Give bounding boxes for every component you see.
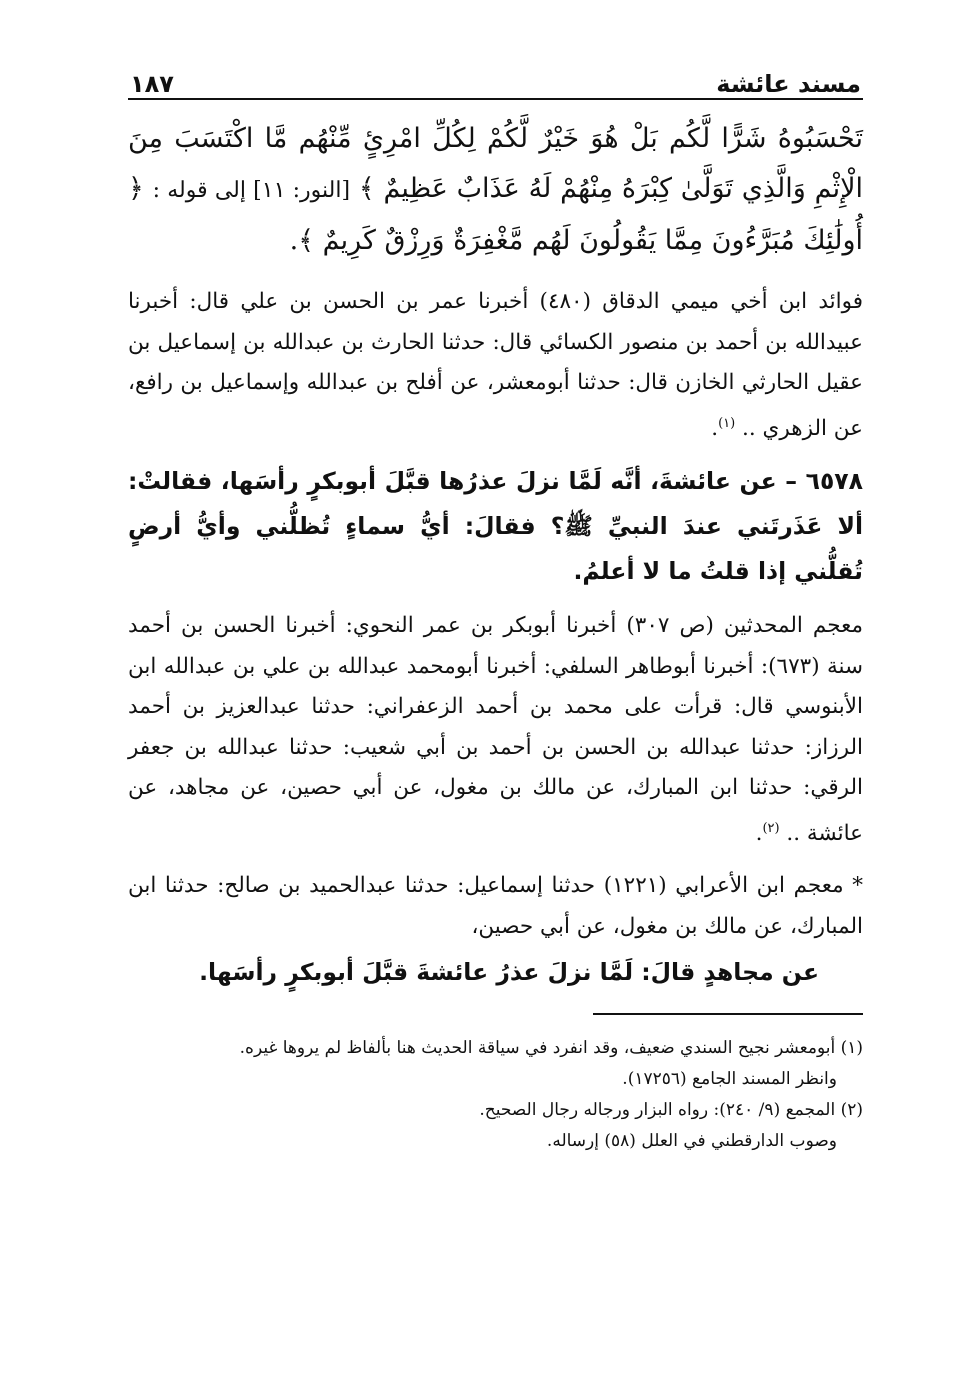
page-number: ١٨٧	[130, 70, 174, 98]
isnad-paragraph-2	[128, 606, 863, 854]
footnote-2: (٢) المجمع (٩/ ٢٤٠): رواه البزار ورجاله رجال الصحيح.	[479, 1100, 863, 1121]
isnad-end-1: .	[711, 415, 719, 441]
footnote-separator	[593, 1013, 863, 1015]
hadith-6578: ٦٥٧٨ – عن عائشةَ، أنَّه لَمَّا نزلَ عذرُها قبَّلَ أبوبكرٍ رأسَها، فقالتْ: ألا عَذَرتَني عندَ النبيِّ ﷺ؟ فقالَ: أيُّ سماءٍ تُظلُّني وأيُّ أرضٍ تُقلُّني إذا قلتُ ما لا أعلمُ.	[128, 467, 863, 586]
quran-verse-block	[128, 114, 863, 266]
footnote-2-continued: وصوب الدارقطني في العلل (٥٨) إرساله.	[546, 1131, 837, 1152]
footnote-ref-2: (٢)	[762, 820, 780, 836]
isnad-paragraph-3: * معجم ابن الأعرابي (١٢٢١) حدثنا إسماعيل: حدثنا عبدالحميد بن صالح: حدثنا ابن المبارك، عن مالك بن مغول، عن أبي حصين،	[128, 873, 864, 939]
footnotes	[128, 1033, 863, 1157]
isnad-end-2: .	[755, 820, 763, 846]
quran-verse-part-1: تَحْسَبُوهُ شَرًّا لَّكُم بَلْ هُوَ خَيْرٌ لَّكُمْ لِكُلِّ امْرِئٍ مِّنْهُم مَّا اكْتَسَبَ مِنَ الْإِثْمِ وَالَّذِي تَوَلَّىٰ كِبْرَهُ مِنْهُمْ لَهُ عَذَابٌ عَظِيمٌ ﴾	[128, 123, 863, 204]
hadith-mujahid: عن مجاهدٍ قالَ: لَمَّا نزلَ عذرُ عائشةَ قبَّلَ أبوبكرٍ رأسَها.	[199, 958, 819, 987]
quran-verse-part-2: ﴿ أُولَٰئِكَ مُبَرَّءُونَ مِمَّا يَقُولُونَ لَهُم مَّغْفِرَةٌ وَرِزْقٌ كَرِيمٌ ﴾.	[128, 173, 863, 256]
isnad-text-1: فوائد ابن أخي ميمي الدقاق (٤٨٠) أخبرنا عمر بن الحسن بن علي قال: أخبرنا عبيدالله بن أحمد بن منصور الكسائي قال: حدثنا الحارث بن عبدالله بن إسماعيل بن عقيل الحارثي الخازن قال: حدثنا أبومعشر، عن أفلح بن عبدالله وإسماعيل بن رافع، عن الزهري ..	[128, 289, 863, 441]
running-title: مسند عائشة	[716, 70, 861, 98]
book-page	[128, 62, 863, 1157]
page-header	[128, 62, 863, 100]
isnad-text-2: معجم المحدثين (ص ٣٠٧) أخبرنا أبوبكر بن عمر النحوي: أخبرنا الحسن بن أحمد سنة (٦٧٣): أخبرنا أبوطاهر السلفي: أخبرنا أبومحمد عبدالله بن علي بن عبدالله ابن الأبنوسي قال: قرأت على محمد بن أحمد الزعفراني: حدثنا عبدالعزيز بن أحمد الرزاز: حدثنا عبدالله بن الحسن بن أحمد بن أبي شعيب: حدثنا عبدالله بن جعفر الرقي: حدثنا ابن المبارك، عن مالك بن مغول، عن أبي حصين، عن مجاهد، عن عائشة ..	[128, 613, 863, 846]
surah-reference: [النور: ١١] إلى قوله :	[152, 178, 351, 203]
footnote-1: (١) أبومعشر نجيح السندي ضعيف، وقد انفرد في سياقة الحديث هنا بألفاظ لم يروها غيره.	[239, 1038, 863, 1059]
footnote-1-continued: وانظر المسند الجامع (١٧٢٥٦).	[622, 1069, 837, 1090]
footnote-ref-1: (١)	[718, 415, 736, 431]
isnad-paragraph-1	[128, 282, 863, 449]
